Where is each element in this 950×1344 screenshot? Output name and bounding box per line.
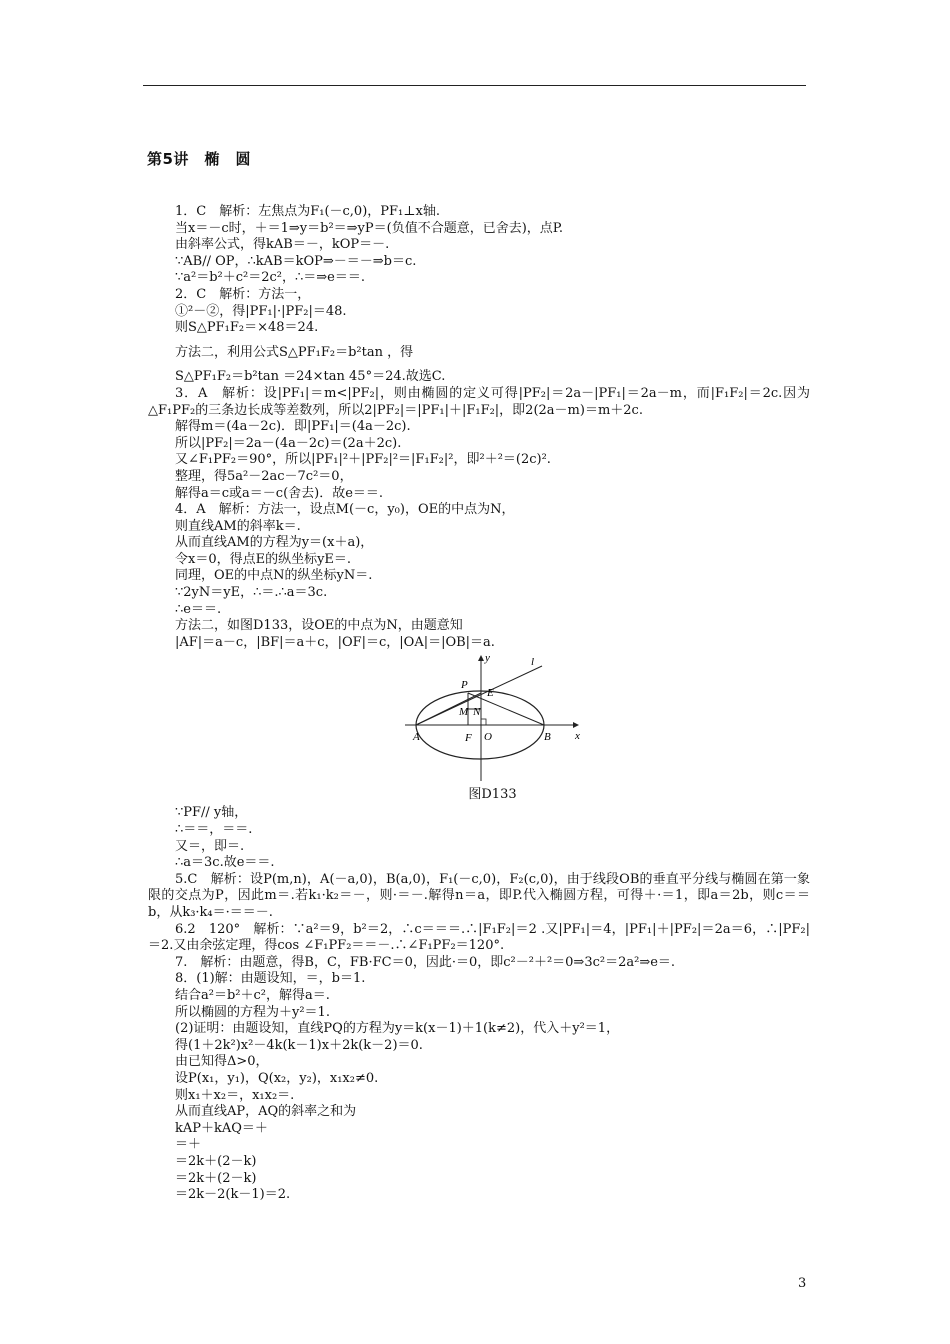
- svg-text:M: M: [459, 706, 469, 719]
- svg-text:O: O: [484, 731, 492, 744]
- block-b: [175, 345, 810, 362]
- svg-text:A: A: [413, 731, 420, 744]
- text-line: ∴a＝3c.故e＝＝.: [175, 855, 275, 871]
- figure-caption: 图D133: [468, 787, 517, 803]
- y-axis-arrow: [478, 655, 484, 661]
- text-line: ∴e＝＝.: [175, 601, 222, 617]
- x-axis-arrow: [573, 722, 579, 728]
- text-line: 8．(1)解：由题设知，＝，b＝1.: [175, 971, 366, 987]
- answer-3-paragraph: 3．A 解析：设|PF₁|＝m<|PF₂|，则由椭圆的定义可得|PF₂|＝2a－|PF₁|＝2a－m，而|F₁F₂|＝2c.因为△F₁PF₂的三条边长成等差数列，所以2|PF₂|＝|PF₁|＋|F₁F₂|，即2(2a－m)＝m＋2c.: [148, 385, 810, 418]
- text-line: 令x＝0，得点E的纵坐标yE＝.: [175, 551, 352, 567]
- text-line: ∵2yN＝yE，∴＝.∴a＝3c.: [175, 585, 328, 601]
- text-line: ∵a²＝b²＋c²＝2c²，∴＝⇒e＝＝.: [175, 270, 366, 286]
- svg-text:F: F: [465, 732, 472, 745]
- text-line: ∵PF// y轴，: [175, 805, 248, 821]
- svg-text:N: N: [473, 706, 481, 719]
- text-line: 整理，得5a²－2ac－7c²＝0，: [175, 468, 353, 484]
- text-line: ∴＝＝，＝＝.: [175, 822, 253, 838]
- text-line: 则直线AM的斜率k＝.: [175, 518, 301, 534]
- text-line: ＝2k－2(k－1)＝2.: [175, 1187, 291, 1203]
- page-number: 3: [798, 1276, 807, 1291]
- text-line: ＝2k＋(2－k): [175, 1170, 257, 1186]
- text-line: 所以|PF₂|＝2a－(4a－2c)＝(2a＋2c).: [175, 435, 402, 451]
- svg-text:l: l: [531, 656, 535, 669]
- svg-text:E: E: [487, 687, 494, 700]
- text-line: 则S△PF₁F₂＝×48＝24.: [175, 320, 319, 336]
- text-line: 所以椭圆的方程为＋y²＝1.: [175, 1004, 330, 1020]
- text-line: kAP＋kAQ＝＋: [175, 1120, 268, 1136]
- text-line: 又＝，即＝.: [175, 838, 245, 854]
- right-angle-mark: [481, 719, 486, 725]
- text-line: 结合a²＝b²＋c²，解得a＝.: [175, 987, 330, 1003]
- text-line: 由斜率公式，得kAB＝－，kOP＝－.: [175, 237, 390, 253]
- answer-7-paragraph: 7. 解析：由题意，得B，C，FB·FC＝0，因此·＝0，即c²－²＋²＝0⇒3c²＝2a²⇒e＝.: [175, 954, 676, 970]
- block-e: [175, 805, 810, 871]
- text-line: 当x＝－c时，＋＝1⇒y＝b²＝⇒yP＝(负值不合题意，已舍去)，点P.: [175, 220, 564, 236]
- text-line: ①²－②，得|PF₁|·|PF₂|＝48.: [175, 303, 347, 319]
- text-line: 同理，OE的中点N的纵坐标yN＝.: [175, 568, 373, 584]
- block-d: [175, 419, 810, 651]
- figure-d133: [175, 653, 810, 785]
- text-line: 由已知得Δ>0，: [175, 1054, 269, 1070]
- text-line: 方法二，利用公式S△PF₁F₂＝b²tan ，得: [175, 344, 414, 360]
- text-line: 从而直线AP，AQ的斜率之和为: [175, 1104, 357, 1120]
- svg-text:y: y: [485, 653, 490, 665]
- text-line: ＝＋: [175, 1137, 202, 1153]
- block-f: [175, 971, 810, 1203]
- text-line: ＝2k＋(2－k): [175, 1153, 257, 1169]
- svg-text:x: x: [575, 730, 580, 743]
- text-line: 设P(x₁，y₁)，Q(x₂，y₂)，x₁x₂≠0.: [175, 1070, 379, 1086]
- text-line: 又∠F₁PF₂＝90°，所以|PF₁|²＋|PF₂|²＝|F₁F₂|²，即²＋²＝(2c)².: [175, 452, 551, 468]
- block-a: [175, 204, 810, 337]
- svg-text:P: P: [461, 679, 468, 692]
- section-heading: 第5讲 椭 圆: [147, 150, 251, 168]
- text-line: |AF|＝a－c，|BF|＝a＋c，|OF|＝c，|OA|＝|OB|＝a.: [175, 634, 495, 650]
- text-line: 得(1＋2k²)x²－4k(k－1)x＋2k(k－2)＝0.: [175, 1037, 423, 1053]
- header-rule: [143, 85, 806, 86]
- svg-text:B: B: [544, 731, 551, 744]
- text-line: (2)证明：由题设知，直线PQ的方程为y＝k(x－1)＋1(k≠2)，代入＋y²＝1，: [175, 1021, 620, 1037]
- text-line: 解得m＝(4a－2c)．即|PF₁|＝(4a－2c).: [175, 419, 411, 435]
- text-line: 则x₁＋x₂＝，x₁x₂＝.: [175, 1087, 295, 1103]
- block-c: [175, 369, 810, 386]
- text-line: 从而直线AM的方程为y＝(x＋a)，: [175, 535, 374, 551]
- text-line: ∵AB// OP，∴kAB＝kOP⇒－＝－⇒b＝c.: [175, 253, 417, 269]
- text-line: 1．C 解析：左焦点为F₁(－c,0)，PF₁⊥x轴.: [175, 204, 440, 219]
- solution-body: [148, 204, 810, 1204]
- text-line: 方法二，如图D133，设OE的中点为N，由题意知: [175, 618, 463, 634]
- answer-6-paragraph: 6.2 120° 解析：∵a²＝9，b²＝2，∴c＝＝＝.∴|F₁F₂|＝2 .又|PF₁|＝4，|PF₁|＋|PF₂|＝2a＝6，∴|PF₂|＝2.又由余弦定理，得cos ∠F₁PF₂＝＝－.∴∠F₁PF₂＝120°.: [148, 921, 810, 954]
- text-line: 解得a＝c或a＝－c(舍去)．故e＝＝.: [175, 485, 384, 501]
- ellipse-diagram: [405, 653, 585, 783]
- text-line: 2．C 解析：方法一，: [175, 286, 311, 302]
- text-line: S△PF₁F₂＝b²tan ＝24×tan 45°＝24.故选C.: [175, 369, 446, 385]
- text-line: 4．A 解析：方法一，设点M(－c，y₀)，OE的中点为N，: [175, 502, 515, 518]
- answer-5-paragraph: 5.C 解析：设P(m,n)，A(－a,0)，B(a,0)，F₁(－c,0)，F₂(c,0)，由于线段OB的垂直平分线与椭圆在第一象限的交点为P，因此m＝.若k₁·k₂＝－，则·＝－.解得n＝a，即P.代入椭圆方程，可得＋·＝1，即a＝2b，则c＝＝b，从k₃·k₄＝·＝＝－.: [148, 871, 810, 920]
